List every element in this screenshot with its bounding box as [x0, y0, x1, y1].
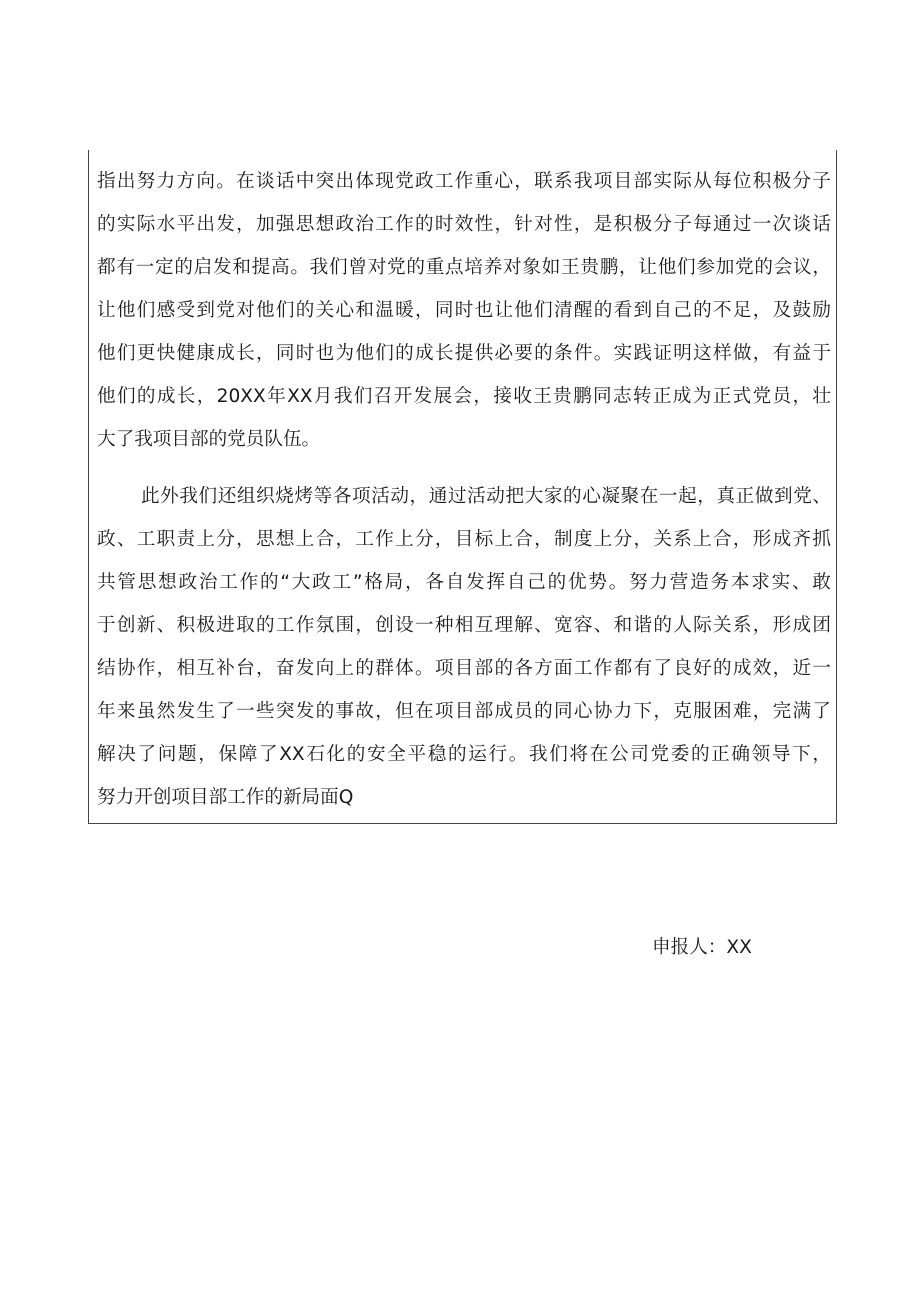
paragraph-1-line: 的实际水平出发，加强思想政治工作的时效性，针对性，是积极分子每通过一次谈话 [97, 214, 831, 235]
paragraph-2-line: 年来虽然发生了一些突发的事故，但在项目部成员的同心协力下，克服困难，完满了 [97, 701, 831, 722]
paragraph-1-line: 让他们感受到党对他们的关心和温暖，同时也让他们清醒的看到自己的不足，及鼓励 [97, 300, 831, 321]
paragraph-2-line: 此外我们还组织烧烤等各项活动，通过活动把大家的心凝聚在一起，真正做到党、 [141, 486, 831, 507]
paragraph-2-line: 政、工职责上分，思想上合，工作上分，目标上合，制度上分，关系上合，形成齐抓 [97, 529, 831, 550]
paragraph-1-line: 指出努力方向。在谈话中突出体现党政工作重心，联系我项目部实际从每位积极分子 [97, 171, 831, 192]
paragraph-1-line: 都有一定的启发和提高。我们曾对党的重点培养对象如王贵鹏，让他们参加党的会议， [97, 257, 831, 278]
document-frame [88, 150, 837, 824]
paragraph-2-line: 于创新、积极进取的工作氛围，创设一种相互理解、宽容、和谐的人际关系，形成团 [97, 615, 831, 636]
paragraph-1-line: 大了我项目部的党员队伍。 [97, 429, 321, 450]
paragraph-2-line: 努力开创项目部工作的新局面Q [97, 787, 354, 808]
applicant-signature: 申报人：XX [652, 937, 752, 958]
paragraph-1-line: 他们更快健康成长，同时也为他们的成长提供必要的条件。实践证明这样做，有益于 [97, 343, 831, 364]
paragraph-2-line: 结协作，相互补台，奋发向上的群体。项目部的各方面工作都有了良好的成效，近一 [97, 658, 831, 679]
paragraph-2-line: 解决了问题，保障了XX石化的安全平稳的运行。我们将在公司党委的正确领导下， [97, 744, 831, 765]
paragraph-1-line: 他们的成长，20XX年XX月我们召开发展会，接收王贵鹏同志转正成为正式党员，壮 [97, 386, 831, 407]
paragraph-2-line: 共管思想政治工作的“大政工”格局，各自发挥自己的优势。努力营造务本求实、敢 [97, 572, 831, 593]
